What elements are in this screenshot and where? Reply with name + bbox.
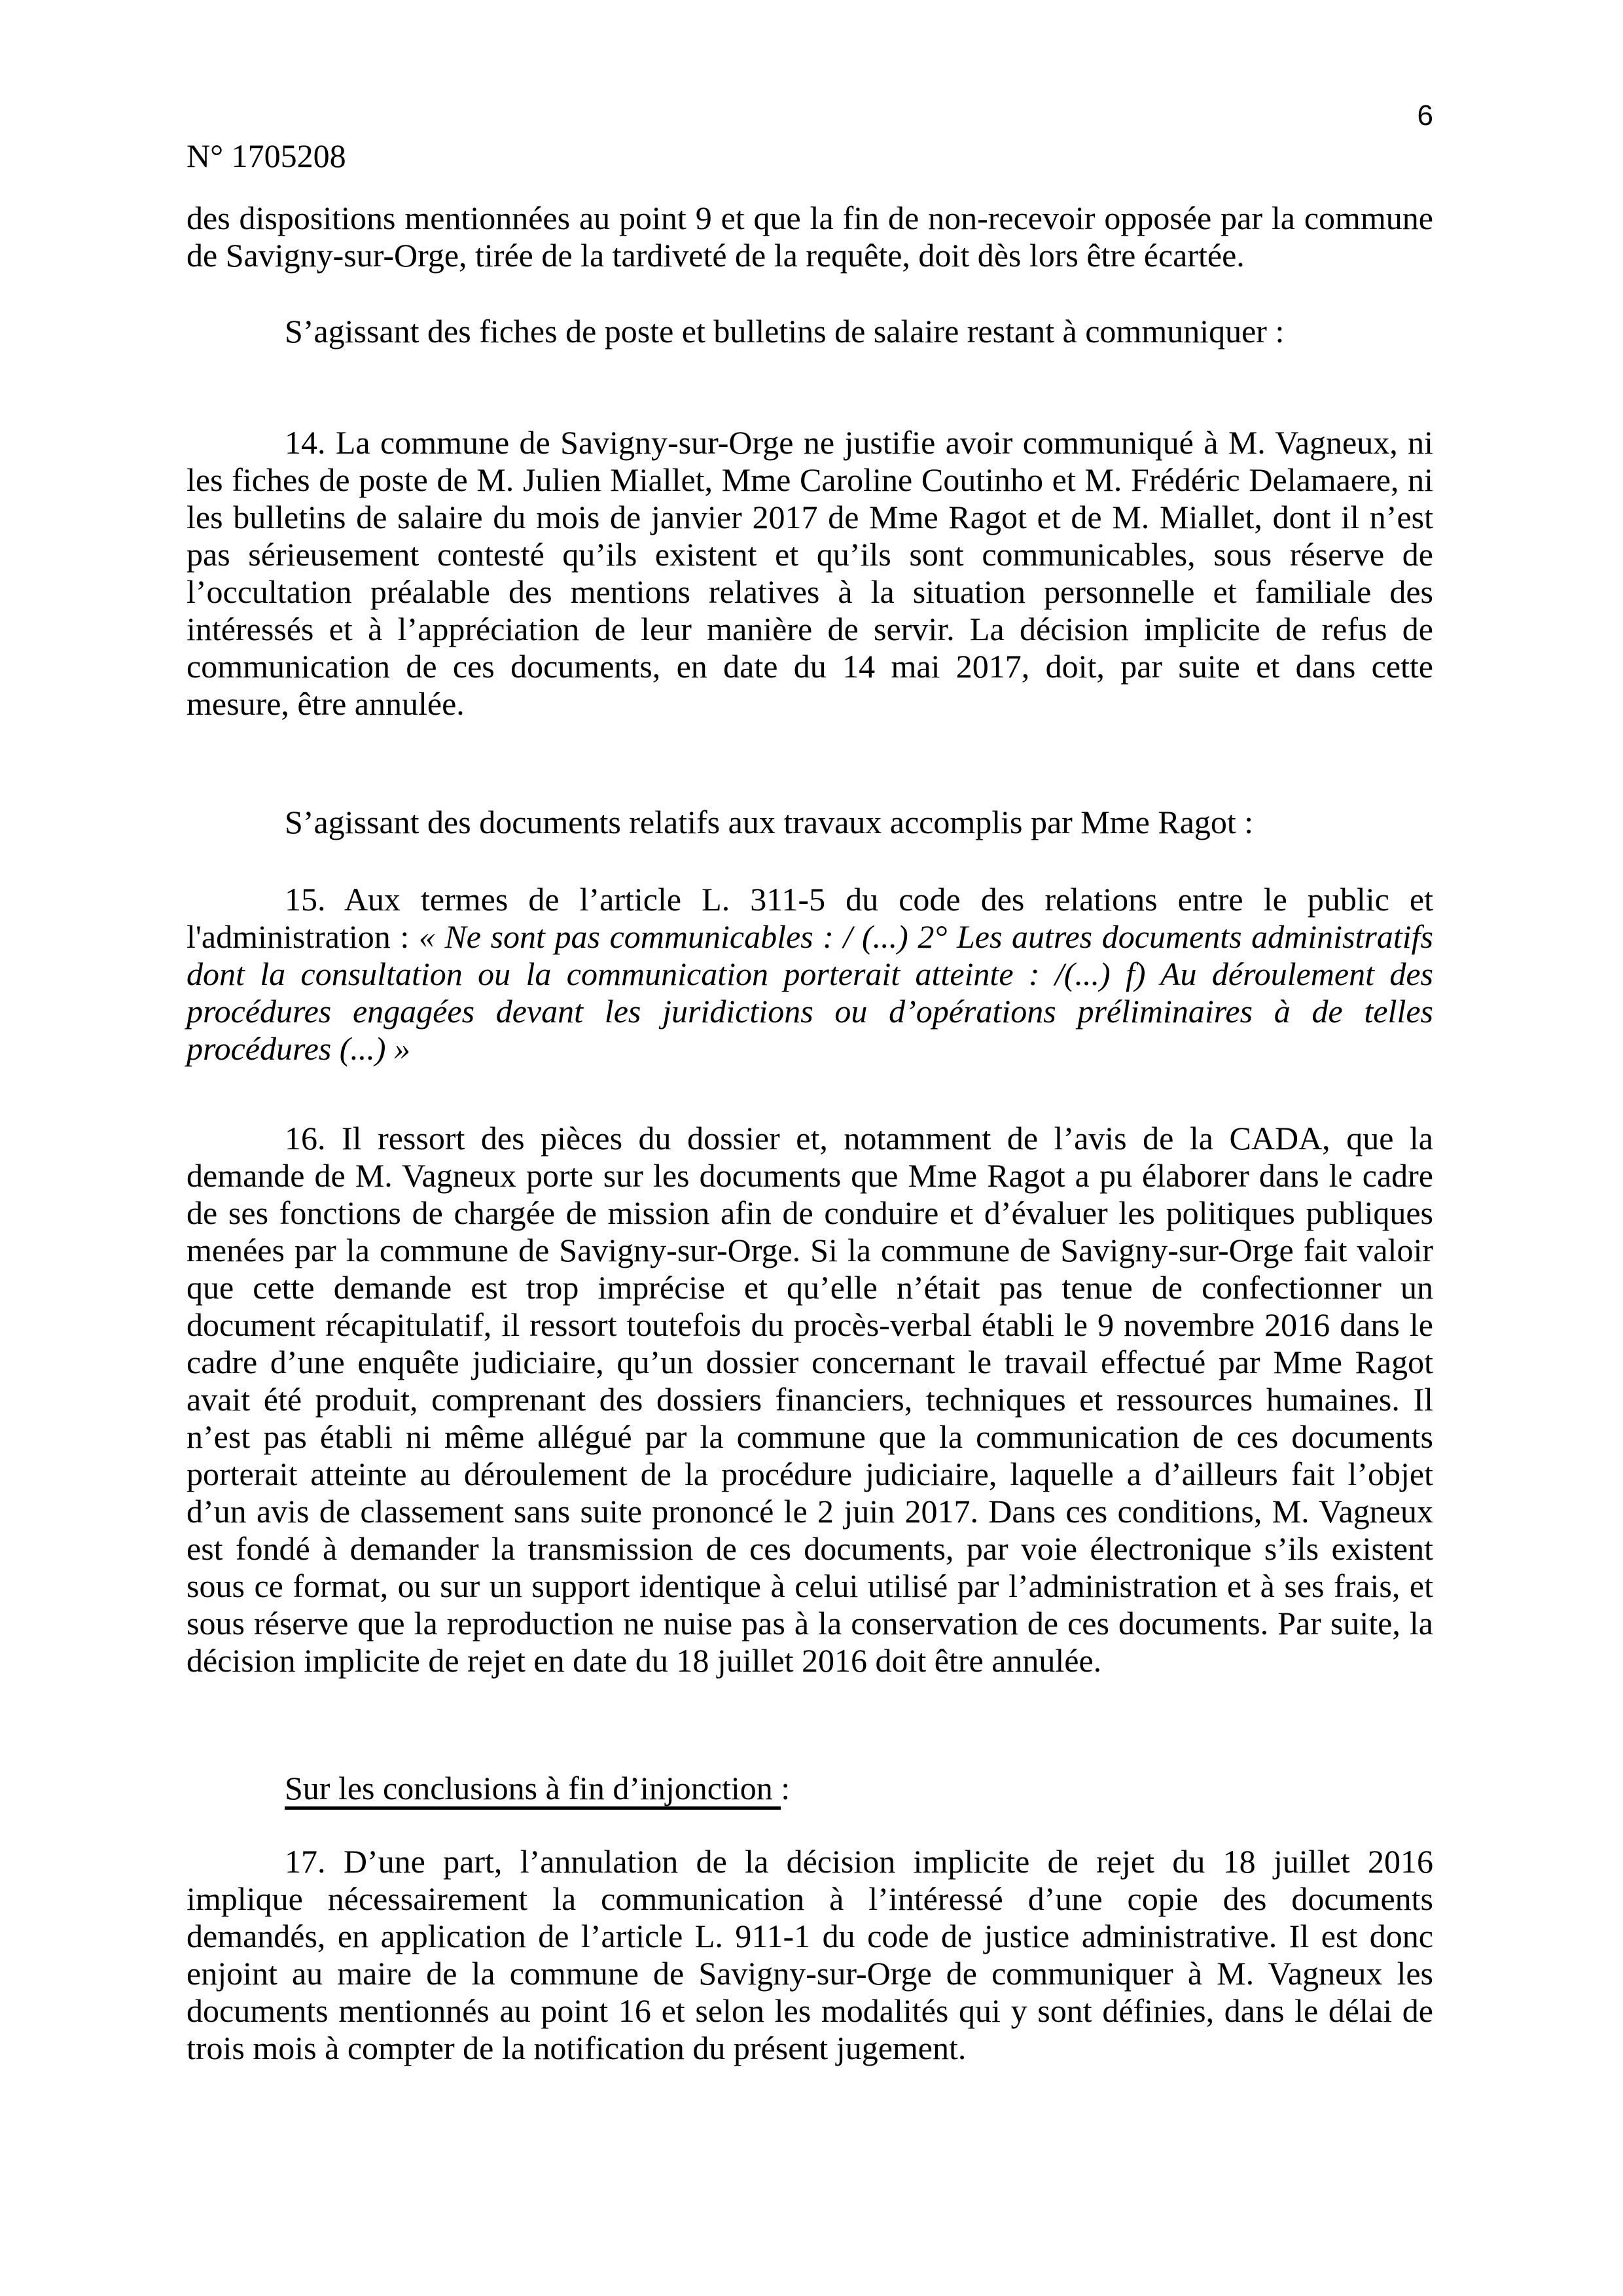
text-line <box>285 1770 1433 1807</box>
text-line <box>187 1918 1433 1955</box>
text-line <box>187 1605 1433 1642</box>
text-line <box>187 1880 1433 1918</box>
paragraph-continuation <box>187 200 1433 274</box>
text-segment: procédures engagées devant les juridictions ou d’opérations préliminaires à de telles <box>187 993 1433 1030</box>
text-segment: documents mentionnés au point 16 et selon les modalités qui y sont définies, dans le délai de <box>187 1992 1433 2029</box>
text-segment: S’agissant des documents relatifs aux travaux accomplis par Mme Ragot : <box>285 804 1254 840</box>
text-segment: est fondé à demander la transmission de ces documents, par voie électronique s’ils existent <box>187 1530 1433 1567</box>
text-segment: les bulletins de salaire du mois de janvier 2017 de Mme Ragot et de M. Miallet, dont il n’est <box>187 499 1433 535</box>
heading-injonction <box>187 1770 1433 1807</box>
text-line <box>187 200 1433 237</box>
text-segment: demande de M. Vagneux porte sur les documents que Mme Ragot a pu élaborer dans le cadre <box>187 1157 1433 1194</box>
text-line <box>187 881 1433 918</box>
text-segment: intéressés et à l’appréciation de leur manière de servir. La décision implicite de refus de <box>187 611 1433 647</box>
paragraph-14 <box>187 424 1433 723</box>
text-line <box>187 1232 1433 1269</box>
text-segment: de Savigny-sur-Orge, tirée de la tardiveté de la requête, doit dès lors être écartée. <box>187 237 1245 274</box>
text-line <box>187 536 1433 573</box>
text-line <box>187 1642 1433 1679</box>
text-segment: : <box>781 1770 791 1806</box>
text-segment: l'administration : <box>187 918 419 955</box>
text-line <box>187 1120 1433 1157</box>
text-segment: sous ce format, ou sur un support identique à celui utilisé par l’administration et à ses frais, et <box>187 1568 1433 1604</box>
text-line <box>187 685 1433 723</box>
text-line <box>187 2030 1433 2067</box>
text-line <box>187 1157 1433 1194</box>
text-line <box>187 611 1433 648</box>
text-line <box>187 1030 1433 1067</box>
text-segment: porterait atteinte au déroulement de la procédure judiciaire, laquelle a d’ailleurs fait l’objet <box>187 1456 1433 1492</box>
text-segment: 14. La commune de Savigny-sur-Orge ne justifie avoir communiqué à M. Vagneux, ni <box>285 424 1433 461</box>
document-blocks <box>187 200 1433 2067</box>
text-line <box>187 499 1433 536</box>
text-segment: l’occultation préalable des mentions relatives à la situation personnelle et familiale des <box>187 573 1433 610</box>
text-segment: menées par la commune de Savigny-sur-Orge. Si la commune de Savigny-sur-Orge fait valoir <box>187 1232 1433 1268</box>
text-segment: 17. D’une part, l’annulation de la décision implicite de rejet du 18 juillet 2016 <box>285 1843 1433 1880</box>
text-line <box>187 1955 1433 1992</box>
text-segment: cadre d’une enquête judiciaire, qu’un dossier concernant le travail effectué par Mme Ragot <box>187 1344 1433 1380</box>
paragraph-17 <box>187 1843 1433 2067</box>
text-segment: d’un avis de classement sans suite prononcé le 2 juin 2017. Dans ces conditions, M. Vagneux <box>187 1493 1433 1530</box>
text-segment: « Ne sont pas communicables : / (...) 2° Les autres documents administratifs <box>418 918 1434 955</box>
text-segment: 15. Aux termes de l’article L. 311-5 du code des relations entre le public et <box>285 881 1433 918</box>
text-line <box>187 573 1433 611</box>
text-segment: Sur les conclusions à fin d’injonction <box>285 1770 781 1810</box>
paragraph-16 <box>187 1120 1433 1679</box>
text-line <box>187 1843 1433 1880</box>
text-line <box>285 804 1433 841</box>
case-number: N° 1705208 <box>187 137 346 174</box>
text-segment: de ses fonctions de chargée de mission afin de conduire et d’évaluer les politiques publiques <box>187 1194 1433 1231</box>
text-segment: pas sérieusement contesté qu’ils existent et qu’ils sont communicables, sous réserve de <box>187 536 1433 573</box>
text-line <box>187 237 1433 274</box>
text-segment: communication de ces documents, en date du 14 mai 2017, doit, par suite et dans cette <box>187 648 1433 685</box>
text-segment: S’agissant des fiches de poste et bulletins de salaire restant à communiquer : <box>285 313 1285 350</box>
text-line <box>187 1992 1433 2030</box>
text-segment: implique nécessairement la communication à l’intéressé d’une copie des documents <box>187 1880 1433 1917</box>
text-segment: décision implicite de rejet en date du 18 juillet 2016 doit être annulée. <box>187 1642 1102 1679</box>
text-line <box>187 1530 1433 1568</box>
text-segment: demandés, en application de l’article L. 911-1 du code de justice administrative. Il est donc <box>187 1918 1433 1954</box>
text-line <box>285 313 1433 350</box>
text-line <box>187 1418 1433 1456</box>
text-line <box>187 1344 1433 1381</box>
page-number: 6 <box>1417 99 1433 132</box>
text-segment: procédures (...) » <box>187 1030 411 1067</box>
heading-travaux <box>187 804 1433 841</box>
text-segment: enjoint au maire de la commune de Savigny-sur-Orge de communiquer à M. Vagneux les <box>187 1955 1433 1992</box>
text-segment: sous réserve que la reproduction ne nuise pas à la conservation de ces documents. Par suite, la <box>187 1605 1433 1641</box>
text-segment: 16. Il ressort des pièces du dossier et, notamment de l’avis de la CADA, que la <box>285 1120 1433 1157</box>
text-line <box>187 648 1433 685</box>
text-segment: document récapitulatif, il ressort toutefois du procès-verbal établi le 9 novembre 2016 dans le <box>187 1306 1433 1343</box>
text-line <box>187 461 1433 499</box>
text-line <box>187 993 1433 1030</box>
page-header <box>187 97 1433 175</box>
text-line <box>187 424 1433 461</box>
text-segment: avait été produit, comprenant des dossiers financiers, techniques et ressources humaines. Il <box>187 1381 1433 1418</box>
text-segment: trois mois à compter de la notification du présent jugement. <box>187 2030 967 2066</box>
text-line <box>187 1306 1433 1344</box>
text-segment: les fiches de poste de M. Julien Miallet, Mme Caroline Coutinho et M. Frédéric Delamaere, ni <box>187 461 1433 498</box>
text-segment: dont la consultation ou la communication porterait atteinte : /(...) f) Au déroulement des <box>187 956 1433 992</box>
text-line <box>187 1456 1433 1493</box>
text-segment: que cette demande est trop imprécise et qu’elle n’était pas tenue de confectionner un <box>187 1269 1433 1306</box>
text-line <box>187 918 1433 956</box>
text-line <box>187 1269 1433 1306</box>
text-segment: n’est pas établi ni même allégué par la commune que la communication de ces documents <box>187 1418 1433 1455</box>
text-segment: mesure, être annulée. <box>187 685 465 722</box>
text-line <box>187 1493 1433 1530</box>
text-line <box>187 1381 1433 1418</box>
text-segment: des dispositions mentionnées au point 9 et que la fin de non-recevoir opposée par la commune <box>187 200 1433 236</box>
heading-fiches <box>187 313 1433 350</box>
text-line <box>187 1568 1433 1605</box>
paragraph-15 <box>187 881 1433 1067</box>
text-line <box>187 1194 1433 1232</box>
text-line <box>187 956 1433 993</box>
